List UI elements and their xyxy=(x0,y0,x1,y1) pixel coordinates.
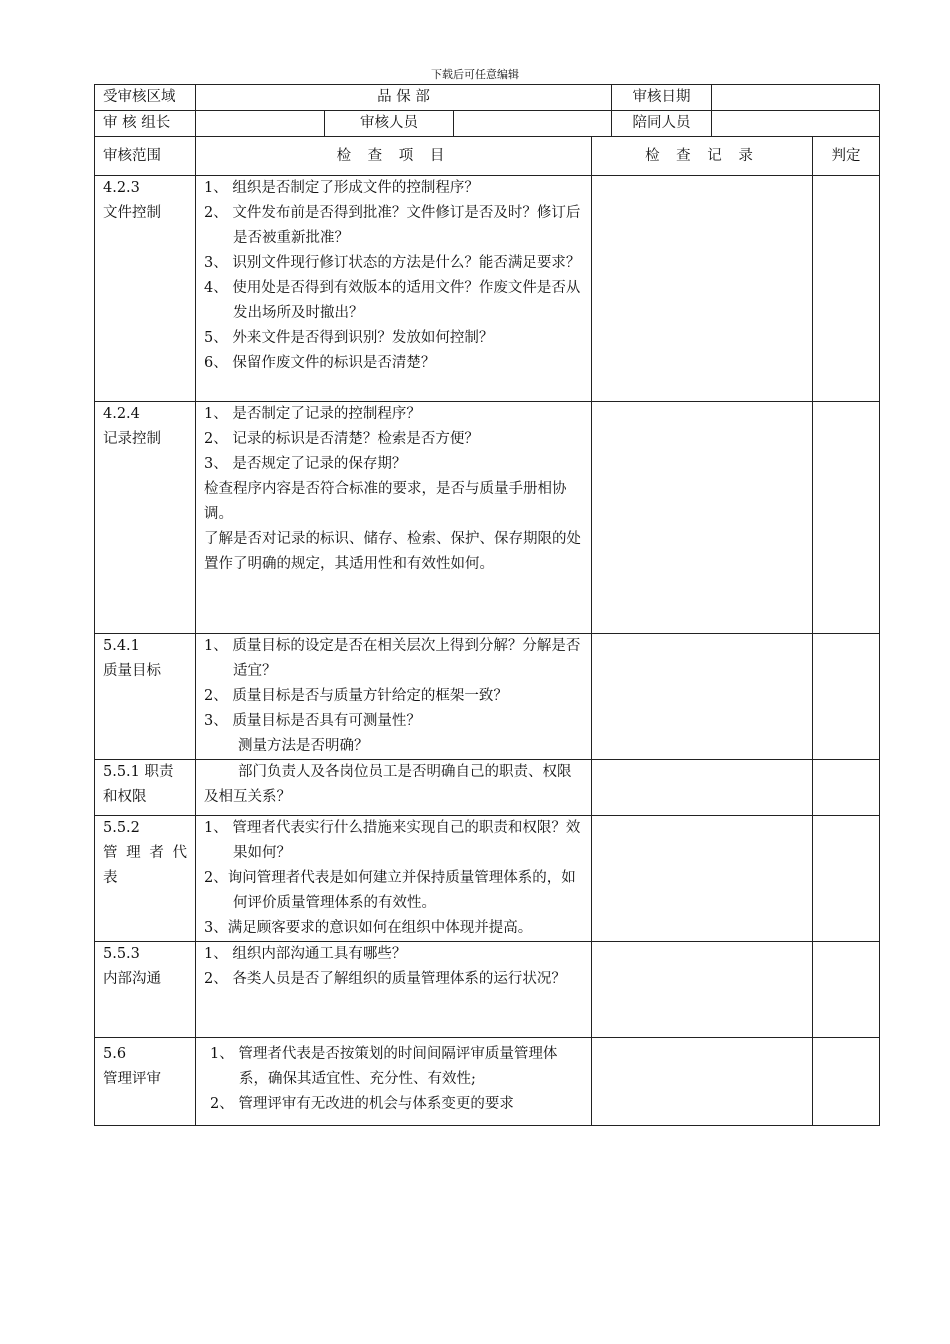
scope-name: 记录控制 xyxy=(103,431,161,447)
check-item: 3、 识别文件现行修订状态的方法是什么？能否满足要求？ xyxy=(204,255,581,271)
check-item: 1、 组织是否制定了形成文件的控制程序？ xyxy=(204,180,479,196)
verdict-cell[interactable] xyxy=(813,634,880,760)
scope-name: 文件控制 xyxy=(103,205,161,221)
scope-cell xyxy=(95,760,196,816)
check-item: 3、 质量目标是否具有可测量性？ xyxy=(204,713,421,729)
escort-value[interactable] xyxy=(712,111,880,137)
col-verdict-header: 判定 xyxy=(813,137,880,176)
scope-code: 4.2.3 xyxy=(103,180,140,196)
scope-code: 5.4.1 xyxy=(103,638,140,654)
items-cell xyxy=(196,760,592,816)
audit-date-value[interactable] xyxy=(712,85,880,111)
table-row xyxy=(95,634,880,760)
check-item: 2、 各类人员是否了解组织的质量管理体系的运行状况？ xyxy=(204,971,566,987)
record-cell[interactable] xyxy=(592,1038,813,1126)
record-cell[interactable] xyxy=(592,760,813,816)
scope-name: 内部沟通 xyxy=(103,971,161,987)
verdict-cell[interactable] xyxy=(813,760,880,816)
check-item: 部门负责人及各岗位员工是否明确自己的职责、权限及相互关系？ xyxy=(204,764,572,805)
items-cell xyxy=(196,176,592,402)
check-item: 3、 是否规定了记录的保存期？ xyxy=(204,456,407,472)
scope-name: 管理评审 xyxy=(103,1071,161,1087)
verdict-cell[interactable] xyxy=(813,1038,880,1126)
check-item: 1、 是否制定了记录的控制程序？ xyxy=(204,406,421,422)
header-row-1 xyxy=(95,85,880,111)
check-item: 1、 管理者代表实行什么措施来实现自己的职责和权限？效果如何？ xyxy=(204,820,581,861)
audited-area-value[interactable]: 品 保 部 xyxy=(196,85,612,111)
check-item: 2、 质量目标是否与质量方针给定的框架一致？ xyxy=(204,688,508,704)
items-cell xyxy=(196,634,592,760)
escort-label: 陪同人员 xyxy=(612,111,712,137)
auditor-value[interactable] xyxy=(454,111,612,137)
check-item: 5、 外来文件是否得到识别？发放如何控制？ xyxy=(204,330,494,346)
col-records-header: 检 查 记 录 xyxy=(592,137,813,176)
scope-code: 5.5.2 xyxy=(103,820,140,836)
check-note: 检查程序内容是否符合标准的要求，是否与质量手册相协调。 xyxy=(204,481,567,522)
scope-code: 5.6 xyxy=(103,1046,127,1062)
scope-code: 5.5.3 xyxy=(103,946,140,962)
items-cell xyxy=(196,1038,592,1126)
table-row xyxy=(95,402,880,634)
scope-name: 和权限 xyxy=(103,789,147,805)
column-header-row xyxy=(95,137,880,176)
audited-area-label: 受审核区域 xyxy=(95,85,196,111)
team-leader-value[interactable] xyxy=(196,111,325,137)
check-item: 2、 管理评审有无改进的机会与体系变更的要求 xyxy=(210,1096,514,1112)
record-cell[interactable] xyxy=(592,402,813,634)
table-row xyxy=(95,816,880,942)
check-item: 4、 使用处是否得到有效版本的适用文件？作废文件是否从发出场所及时撤出？ xyxy=(204,280,581,321)
record-cell[interactable] xyxy=(592,816,813,942)
col-items-header: 检 查 项 目 xyxy=(196,137,592,176)
check-item: 1、 管理者代表是否按策划的时间间隔评审质量管理体系，确保其适宜性、充分性、有效性; xyxy=(210,1046,558,1087)
scope-code: 5.5.1 职责 xyxy=(103,764,174,780)
record-cell[interactable] xyxy=(592,942,813,1038)
scope-cell xyxy=(95,1038,196,1126)
check-note: 了解是否对记录的标识、储存、检索、保护、保存期限的处置作了明确的规定，其适用性和有效性如何。 xyxy=(204,531,581,572)
page-note: 下载后可任意编辑 xyxy=(431,68,519,81)
scope-cell xyxy=(95,402,196,634)
audit-checklist-table xyxy=(94,84,880,137)
check-item: 6、 保留作废文件的标识是否清楚？ xyxy=(204,355,436,371)
checklist-body-table xyxy=(94,136,880,1126)
table-row xyxy=(95,1038,880,1126)
scope-name-cont: 表 xyxy=(103,870,118,886)
verdict-cell[interactable] xyxy=(813,176,880,402)
scope-name: 管理者代 xyxy=(103,845,187,861)
scope-cell xyxy=(95,942,196,1038)
check-item: 测量方法是否明确？ xyxy=(238,738,369,754)
items-cell xyxy=(196,402,592,634)
scope-cell xyxy=(95,176,196,402)
table-row xyxy=(95,760,880,816)
scope-cell xyxy=(95,634,196,760)
scope-name: 质量目标 xyxy=(103,663,161,679)
check-item: 1、 组织内部沟通工具有哪些？ xyxy=(204,946,407,962)
check-item: 2、询问管理者代表是如何建立并保持质量管理体系的，如何评价质量管理体系的有效性。 xyxy=(204,870,576,911)
header-row-2 xyxy=(95,111,880,137)
col-scope-header: 审核范围 xyxy=(95,137,196,176)
check-item: 2、 文件发布前是否得到批准？文件修订是否及时？修订后是否被重新批准？ xyxy=(204,205,581,246)
table-row xyxy=(95,942,880,1038)
items-cell xyxy=(196,942,592,1038)
check-item: 2、 记录的标识是否清楚？检索是否方便？ xyxy=(204,431,479,447)
record-cell[interactable] xyxy=(592,176,813,402)
verdict-cell[interactable] xyxy=(813,816,880,942)
scope-cell xyxy=(95,816,196,942)
verdict-cell[interactable] xyxy=(813,942,880,1038)
team-leader-label: 审 核 组长 xyxy=(95,111,196,137)
record-cell[interactable] xyxy=(592,634,813,760)
scope-code: 4.2.4 xyxy=(103,406,140,422)
verdict-cell[interactable] xyxy=(813,402,880,634)
items-cell xyxy=(196,816,592,942)
check-item: 1、 质量目标的设定是否在相关层次上得到分解？分解是否适宜？ xyxy=(204,638,581,679)
auditor-label: 审核人员 xyxy=(325,111,454,137)
table-row xyxy=(95,176,880,402)
audit-date-label: 审核日期 xyxy=(612,85,712,111)
check-item: 3、满足顾客要求的意识如何在组织中体现并提高。 xyxy=(204,920,533,936)
